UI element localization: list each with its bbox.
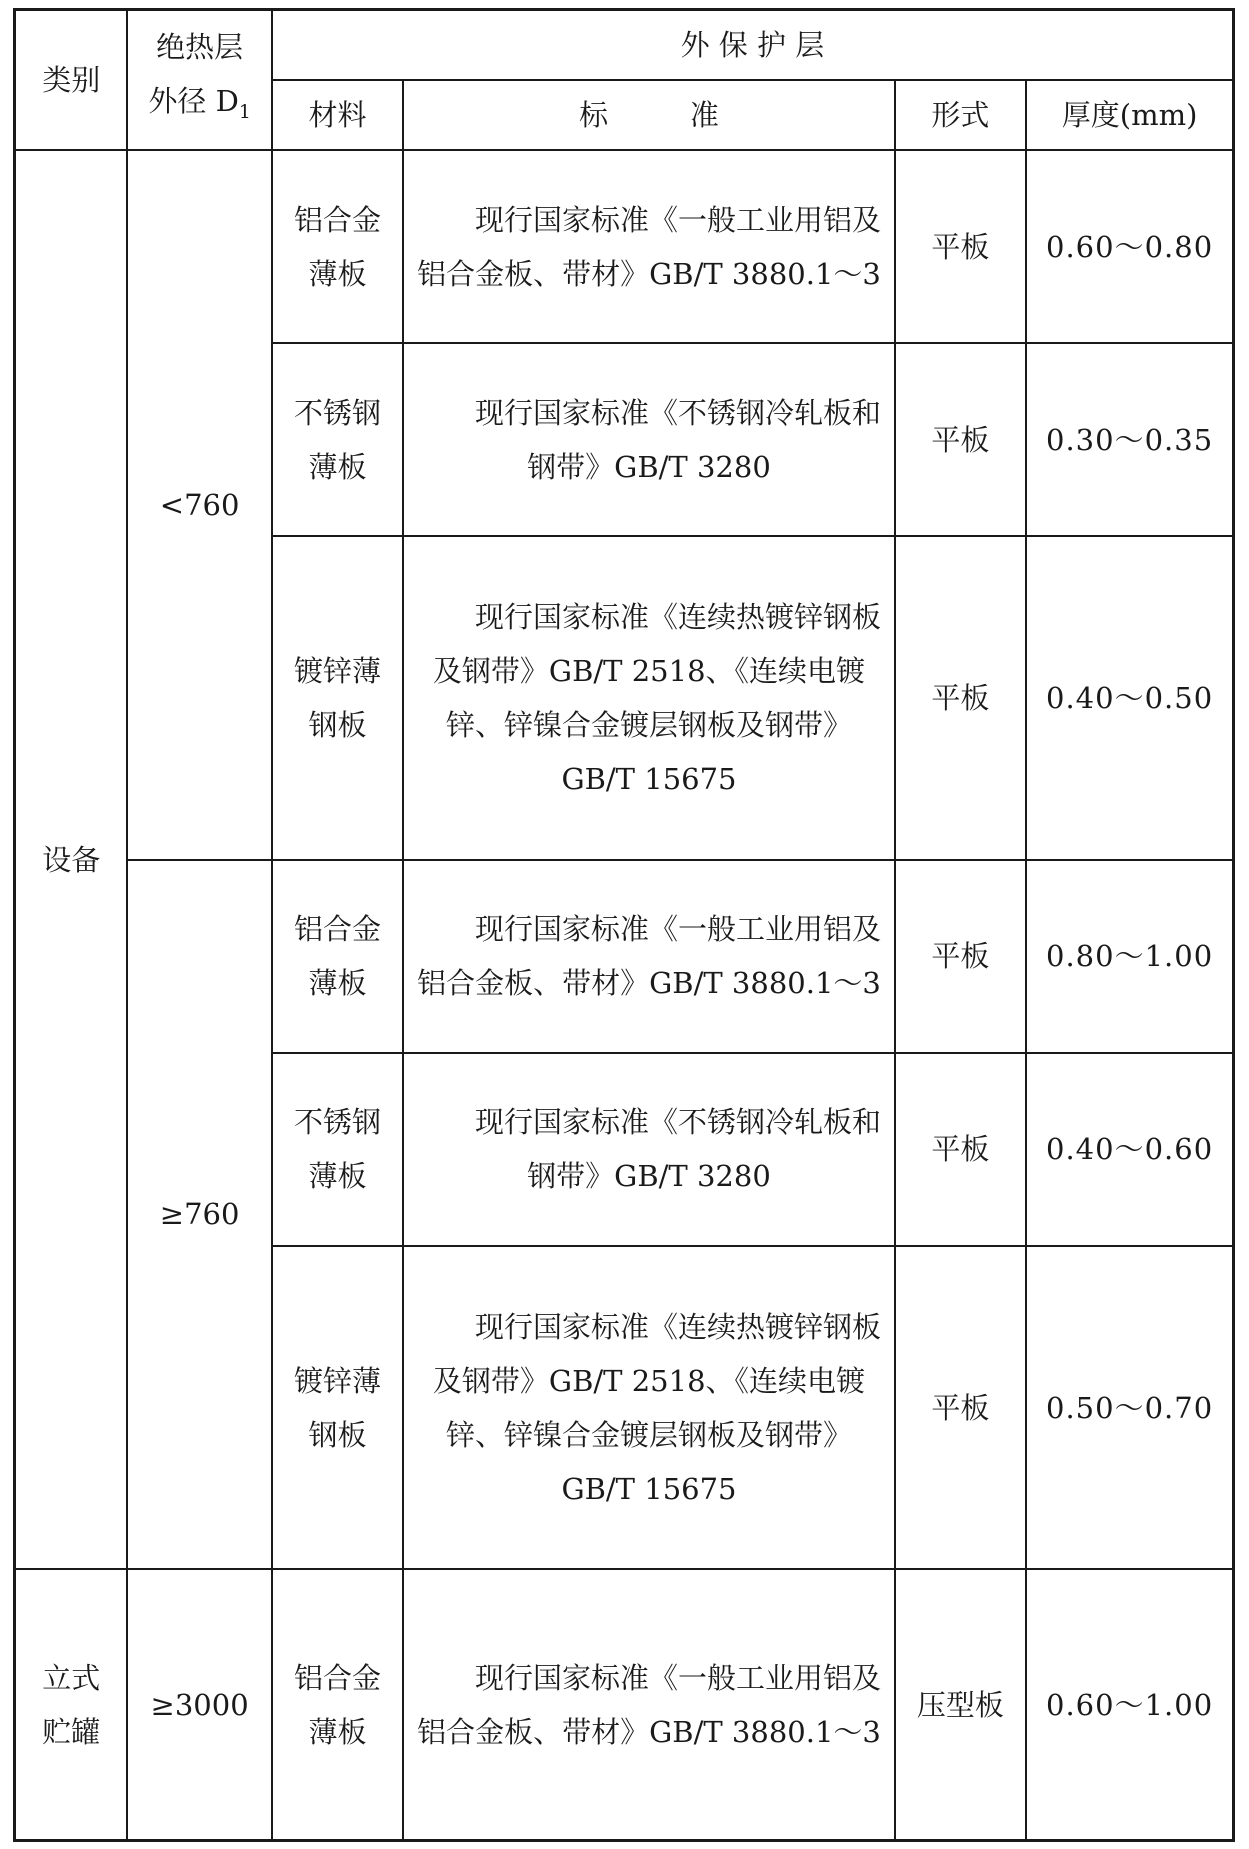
material-cell: 不锈钢薄板 [272, 343, 404, 536]
standard-cell: 现行国家标准《不锈钢冷轧板和钢带》GB/T 3280 [403, 343, 894, 536]
standard-cell: 现行国家标准《一般工业用铝及铝合金板、带材》GB/T 3880.1～3 [403, 1569, 894, 1840]
material-cell: 镀锌薄钢板 [272, 1246, 404, 1569]
material-cell: 镀锌薄钢板 [272, 536, 404, 859]
standard-cell: 现行国家标准《一般工业用铝及铝合金板、带材》GB/T 3880.1～3 [403, 150, 894, 343]
category-cell-tank: 立式贮罐 [15, 1569, 128, 1840]
table-row [15, 150, 1234, 343]
form-cell: 平板 [895, 150, 1027, 343]
material-cell: 铝合金薄板 [272, 150, 404, 343]
header-material: 材料 [272, 80, 404, 150]
thickness-cell: 0.60～1.00 [1026, 1569, 1233, 1840]
diameter-cell-small: <760 [127, 150, 271, 859]
thickness-cell: 0.50～0.70 [1026, 1246, 1233, 1569]
header-diameter-sub: 1 [238, 101, 251, 123]
form-cell: 平板 [895, 1246, 1027, 1569]
standard-cell: 现行国家标准《连续热镀锌钢板及钢带》GB/T 2518、《连续电镀锌、锌镍合金镀层钢板及钢带》GB/T 15675 [403, 1246, 894, 1569]
header-diameter-line1: 绝热层 [156, 30, 244, 65]
thickness-cell: 0.40～0.50 [1026, 536, 1233, 859]
thickness-cell: 0.80～1.00 [1026, 860, 1233, 1053]
diameter-cell-tank: ≥3000 [127, 1569, 271, 1840]
form-cell: 平板 [895, 860, 1027, 1053]
diameter-cell-large: ≥760 [127, 860, 271, 1569]
header-diameter-line2: 外径 D [148, 84, 239, 119]
table-row [15, 860, 1234, 1053]
form-cell: 平板 [895, 343, 1027, 536]
standard-cell: 现行国家标准《一般工业用铝及铝合金板、带材》GB/T 3880.1～3 [403, 860, 894, 1053]
material-cell: 不锈钢薄板 [272, 1053, 404, 1246]
form-cell: 平板 [895, 1053, 1027, 1246]
thickness-cell: 0.60～0.80 [1026, 150, 1233, 343]
standard-cell: 现行国家标准《连续热镀锌钢板及钢带》GB/T 2518、《连续电镀锌、锌镍合金镀层钢板及钢带》GB/T 15675 [403, 536, 894, 859]
header-thickness: 厚度(mm) [1026, 80, 1233, 150]
standard-cell: 现行国家标准《不锈钢冷轧板和钢带》GB/T 3280 [403, 1053, 894, 1246]
protective-layer-table [13, 8, 1235, 1842]
material-cell: 铝合金薄板 [272, 1569, 404, 1840]
header-standard: 标 准 [403, 80, 894, 150]
form-cell: 压型板 [895, 1569, 1027, 1840]
thickness-cell: 0.30～0.35 [1026, 343, 1233, 536]
thickness-cell: 0.40～0.60 [1026, 1053, 1233, 1246]
header-row-1 [15, 10, 1234, 81]
header-form: 形式 [895, 80, 1027, 150]
form-cell: 平板 [895, 536, 1027, 859]
category-cell-equipment: 设备 [15, 150, 128, 1569]
material-cell: 铝合金薄板 [272, 860, 404, 1053]
header-category: 类别 [15, 10, 128, 151]
header-outer-layer: 外 保 护 层 [272, 10, 1234, 81]
table-row [15, 1569, 1234, 1840]
header-diameter [127, 10, 271, 151]
